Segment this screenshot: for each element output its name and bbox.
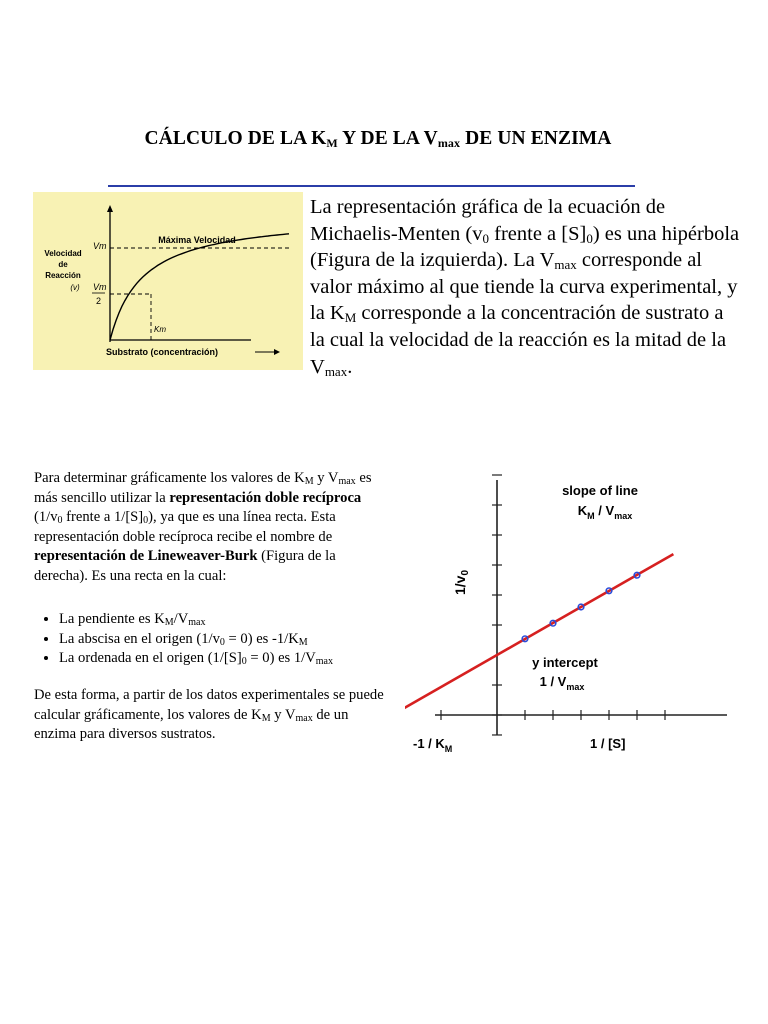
km-label: Km <box>154 325 166 334</box>
slope-label: slope of line <box>562 483 638 498</box>
title-underline <box>108 185 635 187</box>
intercept-formula: $1 / V_{max}$ <box>539 674 585 692</box>
lineweaver-burk-figure <box>405 470 745 770</box>
x-axis-label: 1 / [S] <box>590 736 626 751</box>
x-axis-label: Substrato (concentración) <box>106 347 219 357</box>
figure-spacer <box>34 194 310 374</box>
vm-half-label: Vm <box>93 282 107 292</box>
y-label-line4: (v) <box>70 283 80 292</box>
list-item: • La abscisa en el origen $(1/v_0 = 0)$ es $-1/K_M$ <box>59 630 439 650</box>
vm-label: Vm <box>93 241 107 251</box>
y-axis-label: $1/v_0$ <box>452 569 471 595</box>
paragraph-lineweaver-burk: Para determinar gráficamente los valores de $K_M$ y $V_{max}$ es más sencillo utilizar la representación doble recíproca ($1/v_0$ frente a $1/[S]_0$), ya que es una línea recta. Esta representación doble recíproca recibe el nombre de representación de Lineweaver-Burk (Figura de la derecha). Es una recta en la cual: <box>34 470 372 584</box>
list-item: • La ordenada en el origen $(1/[S]_0 = 0)$ es $1/V_{max}$ <box>59 649 439 669</box>
list-item: • La pendiente es $K_M/V_{max}$ <box>59 610 439 630</box>
page-title: CÁLCULO DE LA $K_M$ Y DE LA $V_{max}$ DE UN ENZIMA <box>144 128 612 150</box>
slope-formula: $K_M / V_{max}$ <box>577 503 633 521</box>
properties-list <box>34 610 439 669</box>
y-label-line3: Reacción <box>45 271 81 280</box>
max-velocity-label: Máxima Velocidad <box>158 235 236 245</box>
y-label-line2: de <box>58 260 68 269</box>
paragraph-michaelis-menten: La representación gráfica de la ecuación de Michaelis-Menten ($v_0$ frente a $[S]_0$) es una hipérbola (Figura de la izquierda). La $V_{max}$ corresponde al valor máximo al que tiende la curva experimental, y la $K_M$ corresponde a la concentración de sustrato a la cual la velocidad de la reacción es la mitad de la $V_{max}$. <box>34 194 740 380</box>
x-intercept-label: $-1 / K_M$ <box>413 736 453 754</box>
regression-line <box>405 554 673 718</box>
half-denominator: 2 <box>96 296 102 306</box>
lineweaver-burk-chart <box>405 470 745 770</box>
y-label-line1: Velocidad <box>44 249 82 258</box>
paragraph-conclusion: De esta forma, a partir de los datos experimentales se puede calcular gráficamente, los valores de $K_M$ y $V_{max}$ de un enzima para diversos sustratos. <box>34 687 384 743</box>
intercept-label: y intercept <box>532 655 598 670</box>
